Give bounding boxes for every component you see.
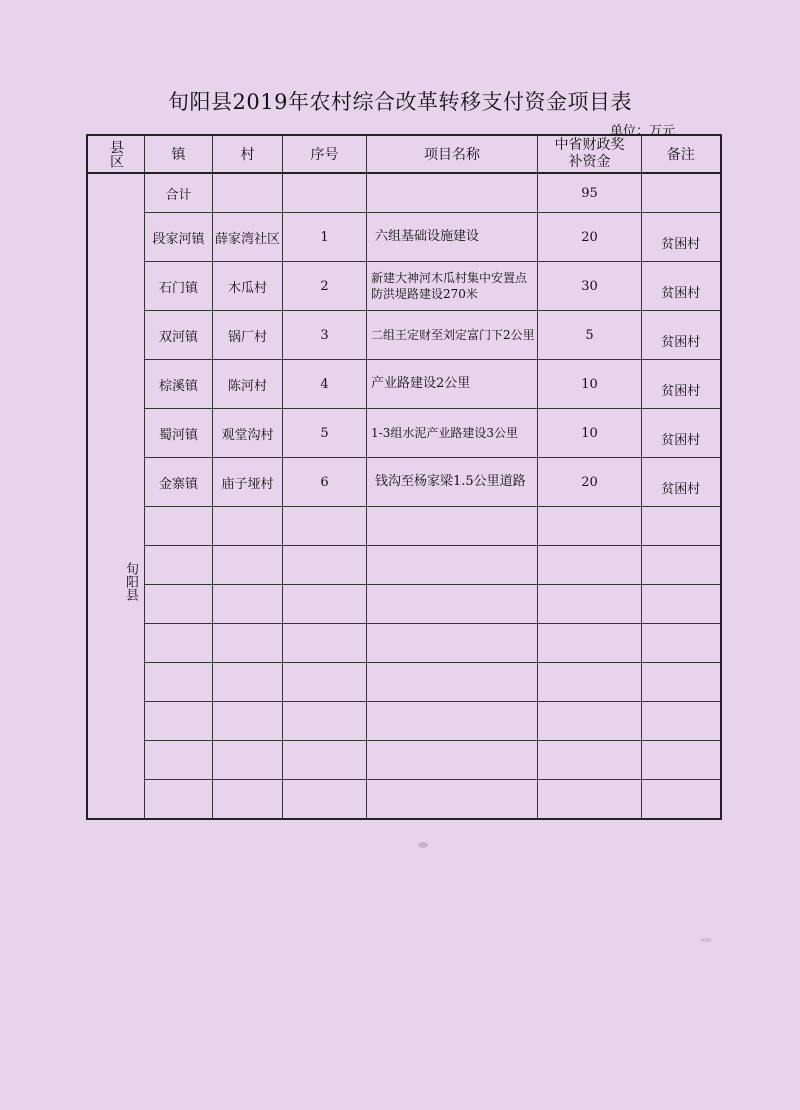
header-town: 镇 (145, 135, 213, 173)
empty-cell (367, 173, 538, 213)
row-village: 庙子垭村 (213, 458, 283, 507)
row-town: 石门镇 (145, 262, 213, 311)
paper-speck (700, 938, 712, 942)
row-project: 新建大神河木瓜村集中安置点防洪堤路建设270米 (367, 262, 538, 311)
empty-cell (283, 173, 367, 213)
row-project: 六组基础设施建设 (367, 213, 538, 262)
row-note: 贫困村 (642, 360, 721, 409)
row-seq: 2 (283, 262, 367, 311)
header-project: 项目名称 (367, 135, 538, 173)
table-row (87, 213, 721, 262)
unit-label: 单位：万元 (610, 124, 676, 139)
row-note: 贫困村 (642, 262, 721, 311)
row-note: 贫困村 (642, 213, 721, 262)
county-name: 旬阳县 (87, 173, 145, 819)
row-town: 段家河镇 (145, 213, 213, 262)
empty-cell (213, 173, 283, 213)
total-label: 合计 (145, 173, 213, 213)
row-seq: 6 (283, 458, 367, 507)
row-fund: 20 (538, 458, 642, 507)
empty-row (87, 741, 721, 780)
row-town: 蜀河镇 (145, 409, 213, 458)
row-project: 二组王定财至刘定富门下2公里 (367, 311, 538, 360)
row-fund: 30 (538, 262, 642, 311)
document-title: 旬阳县2019年农村综合改革转移支付资金项目表 (168, 90, 632, 114)
row-village: 薛家湾社区 (213, 213, 283, 262)
table-row (87, 360, 721, 409)
table-row (87, 409, 721, 458)
row-project: 1-3组水泥产业路建设3公里 (367, 409, 538, 458)
row-village: 木瓜村 (213, 262, 283, 311)
header-village: 村 (213, 135, 283, 173)
row-seq: 5 (283, 409, 367, 458)
table-row (87, 458, 721, 507)
table-row (87, 311, 721, 360)
empty-row (87, 585, 721, 624)
empty-row (87, 546, 721, 585)
empty-cell (642, 173, 721, 213)
empty-row (87, 624, 721, 663)
empty-row (87, 702, 721, 741)
project-table (86, 134, 722, 820)
row-project: 产业路建设2公里 (367, 360, 538, 409)
row-village: 锅厂村 (213, 311, 283, 360)
row-fund: 10 (538, 409, 642, 458)
row-note: 贫困村 (642, 409, 721, 458)
row-fund: 5 (538, 311, 642, 360)
row-village: 观堂沟村 (213, 409, 283, 458)
table-header-row (87, 135, 721, 173)
row-village: 陈河村 (213, 360, 283, 409)
row-seq: 1 (283, 213, 367, 262)
row-town: 棕溪镇 (145, 360, 213, 409)
row-note: 贫困村 (642, 311, 721, 360)
header-seq: 序号 (283, 135, 367, 173)
header-note: 备注 (642, 135, 721, 173)
row-fund: 20 (538, 213, 642, 262)
total-fund: 95 (538, 173, 642, 213)
row-seq: 4 (283, 360, 367, 409)
row-fund: 10 (538, 360, 642, 409)
row-note: 贫困村 (642, 458, 721, 507)
header-fund: 中省财政奖补资金 (538, 135, 642, 173)
paper-speck (418, 842, 428, 848)
empty-row (87, 780, 721, 820)
total-row (87, 173, 721, 213)
empty-row (87, 507, 721, 546)
row-project: 钱沟至杨家梁1.5公里道路 (367, 458, 538, 507)
row-town: 金寨镇 (145, 458, 213, 507)
row-town: 双河镇 (145, 311, 213, 360)
header-county: 县区 (87, 135, 145, 173)
row-seq: 3 (283, 311, 367, 360)
empty-row (87, 663, 721, 702)
table-row (87, 262, 721, 311)
